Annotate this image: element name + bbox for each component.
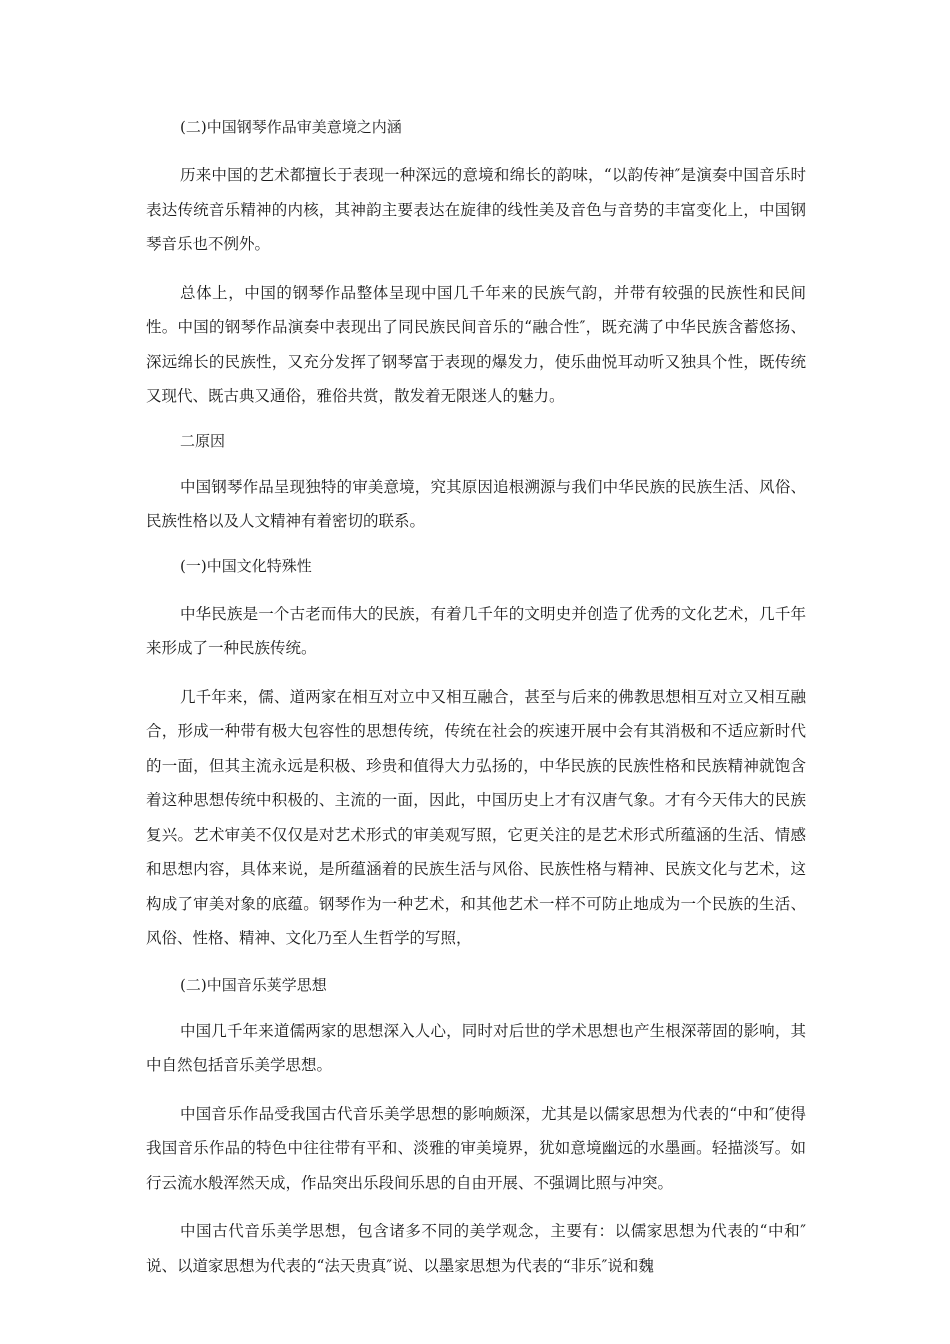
paragraph: 总体上，中国的钢琴作品整体呈现中国几千年来的民族气韵，并带有较强的民族性和民间性。中国的钢琴作品演奏中表现出了同民族民间音乐的“融合性″，既充满了中华民族含蓄悠扬、深远绵长的民族性，又充分发挥了钢琴富于表现的爆发力，使乐曲悦耳动听又独具个性，既传统又现代、既古典又通俗，雅俗共赏，散发着无限迷人的魅力。 — [146, 283, 806, 405]
section-heading-music-aesthetics: (二)中国音乐荚学思想 — [180, 975, 327, 994]
paragraph: 中国钢琴作品呈现独特的审美意境，究其原因追根溯源与我们中华民族的民族生活、风俗、民族性格以及人文精神有着密切的联系。 — [146, 477, 806, 530]
paragraph: 历来中国的艺术都擅长于表现一种深远的意境和绵长的韵味，“以韵传神″是演奏中国音乐时表达传统音乐精神的内核，其神韵主要表达在旋律的线性美及音色与音势的丰富变化上，中国钢琴音乐也不例外。 — [146, 166, 806, 253]
paragraph: 中国音乐作品受我国古代音乐美学思想的影响颇深，尤其是以儒家思想为代表的“中和″使得我国音乐作品的特色中往往带有平和、淡雅的审美境界，犹如意境幽远的水墨画。轻描淡写。如行云流水般浑然天成，作品突出乐段间乐思的自由开展、不强调比照与冲突。 — [146, 1104, 806, 1192]
paragraph: 中国古代音乐美学思想，包含诸多不同的美学观念，主要有：以儒家思想为代表的“中和″说、以道家思想为代表的“法天贵真″说、以墨家思想为代表的“非乐″说和魏 — [146, 1222, 806, 1275]
section-heading-cultural-particularity: (一)中国文化特殊性 — [180, 556, 312, 575]
section-heading-reasons: 二原因 — [180, 431, 226, 450]
paragraph: 几千年来，儒、道两家在相互对立中又相互融合，甚至与后来的佛教思想相互对立又相互融合，形成一种带有极大包容性的思想传统，传统在社会的疾速开展中会有其消极和不适应新时代的一面，但其主流永远是积极、珍贵和值得大力弘扬的，中华民族的民族性格和民族精神就饱含着这种思想传统中积极的、主流的一面，因此，中国历史上才有汉唐气象。才有今天伟大的民族复兴。艺术审美不仅仅是对艺术形式的审美观写照，它更关注的是艺术形式所蕴涵的生活、情感和思想内容，具体来说，是所蕴涵着的民族生活与风俗、民族性格与精神、民族文化与艺术，这构成了审美对象的底蕴。钢琴作为一种艺术，和其他艺术一样不可防止地成为一个民族的生活、风俗、性格、精神、文化乃至人生哲学的写照， — [146, 687, 806, 947]
document-page — [146, 112, 806, 1283]
paragraph: 中华民族是一个古老而伟大的民族，有着几千年的文明史并创造了优秀的文化艺术，几千年来形成了一种民族传统。 — [146, 604, 806, 657]
section-heading-aesthetic-connotation: (二)中国钢琴作品审美意境之内涵 — [180, 118, 402, 136]
paragraph: 中国几千年来道儒两家的思想深入人心，同时对后世的学术思想也产生根深蒂固的影响，其中自然包括音乐美学思想。 — [146, 1021, 806, 1074]
